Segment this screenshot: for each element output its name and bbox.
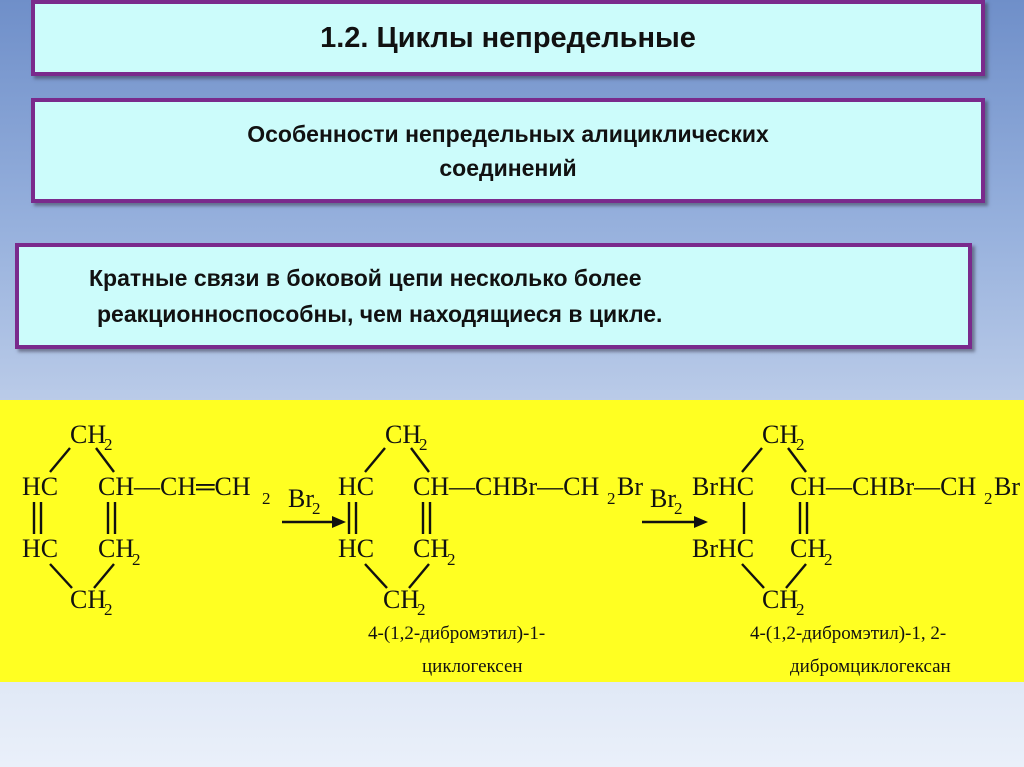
subtitle-line-1: Особенности непредельных алициклических: [247, 120, 769, 147]
m1-top-sub: 2: [104, 435, 113, 454]
m3-caption-line-1: 4-(1,2-дибромэтил)-1, 2-: [750, 623, 947, 644]
m2-right-up: CH: [413, 472, 450, 501]
m2-left-down: HC: [338, 534, 375, 563]
m3-chain: —CHBr—CH: [826, 472, 977, 501]
m2-caption-line-1: 4-(1,2-дибромэтил)-1-: [368, 623, 546, 644]
m2-bottom: CH: [383, 585, 420, 614]
m2-right-down-sub: 2: [447, 550, 456, 569]
m3-top-sub: 2: [796, 435, 805, 454]
m3-right-up: CH: [790, 472, 827, 501]
m3-chain-tail: Br: [994, 472, 1020, 501]
arrow1-reagent: Br: [288, 484, 314, 513]
m3-bottom: CH: [762, 585, 799, 614]
statement-box: [15, 243, 972, 349]
m3-bottom-sub: 2: [796, 600, 805, 619]
m1-left-up: HC: [22, 472, 59, 501]
arrow1-reagent-sub: 2: [312, 499, 321, 518]
m1-right-down-sub: 2: [132, 550, 141, 569]
m3-top: CH: [762, 420, 799, 449]
m1-top: CH: [70, 420, 107, 449]
molecule-3: [692, 420, 1020, 677]
m1-left-down: HC: [22, 534, 59, 563]
m3-left-up: BrHC: [692, 472, 755, 501]
slide-title: 1.2. Циклы непредельные: [320, 21, 696, 54]
m3-left-down: BrHC: [692, 534, 755, 563]
m2-right-down: CH: [413, 534, 450, 563]
reaction-scheme: [0, 400, 1024, 682]
molecule-1: [22, 420, 271, 619]
m3-chain-sub: 2: [984, 489, 993, 508]
statement-line-2: реакционноспособны, чем находящиеся в цикле.: [97, 301, 663, 327]
statement-line-1: Кратные связи в боковой цепи несколько более: [89, 265, 642, 291]
m1-right-down: CH: [98, 534, 135, 563]
m1-chain: —CH═CH: [134, 472, 251, 501]
reaction-scheme-drawing: [0, 400, 1024, 682]
m1-bottom-sub: 2: [104, 600, 113, 619]
m2-top: CH: [385, 420, 422, 449]
m2-chain-tail: Br: [617, 472, 643, 501]
subtitle-line-2: соединений: [439, 154, 577, 181]
m1-chain-sub: 2: [262, 489, 271, 508]
arrow2-reagent: Br: [650, 484, 676, 513]
m3-right-down: CH: [790, 534, 827, 563]
m3-right-down-sub: 2: [824, 550, 833, 569]
m2-bottom-sub: 2: [417, 600, 426, 619]
m3-caption-line-2: дибромциклогексан: [790, 656, 951, 677]
m2-chain-sub: 2: [607, 489, 616, 508]
subtitle-box: [31, 98, 985, 203]
m2-caption-line-2: циклогексен: [422, 656, 523, 677]
m1-bottom: CH: [70, 585, 107, 614]
m2-top-sub: 2: [419, 435, 428, 454]
molecule-2: [338, 420, 643, 677]
arrow2-reagent-sub: 2: [674, 499, 683, 518]
reaction-arrow-1: [282, 484, 346, 528]
title-box: [31, 0, 985, 76]
m2-chain: —CHBr—CH: [449, 472, 600, 501]
m2-left-up: HC: [338, 472, 375, 501]
m1-right-up: CH: [98, 472, 135, 501]
